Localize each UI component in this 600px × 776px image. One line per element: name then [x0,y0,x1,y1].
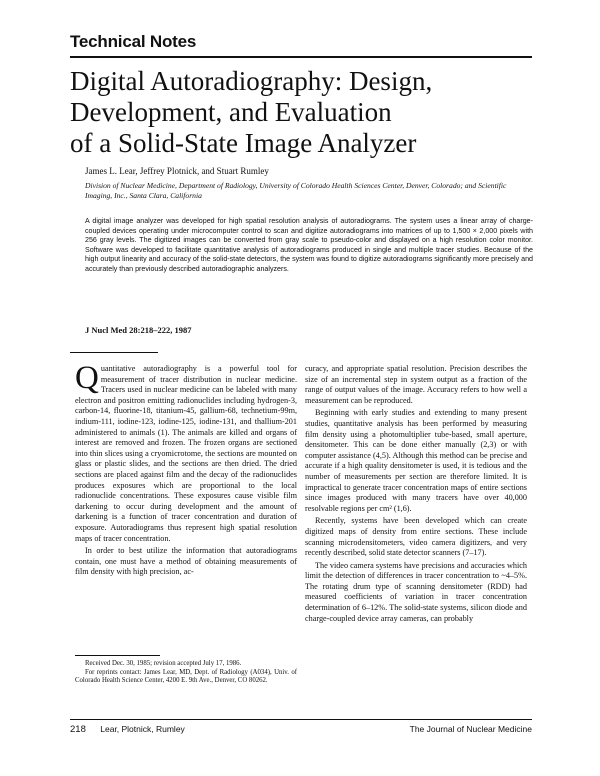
body-paragraph [75,360,297,544]
article-title [70,66,540,159]
journal-name: The Journal of Nuclear Medicine [409,724,532,734]
drop-cap: Q [75,360,99,396]
title-line: Digital Autoradiography: Design, [70,66,433,96]
body-column-left [75,360,297,578]
paragraph-text: uantitative autoradiography is a powerful tool for measurement of tracer distribution in nuclear medicine. Tracers used in nuclear medicine can be labeled with many electron and positron emitting radionuclides including hydrogen-3, carbon-14, fluorine-18, titanium-45, gallium-68, technetium-99m, indium-111, iodine-123, iodine-125, iodine-131, and thallium-201 administered to animals (1). The animals are killed and organs of interest are removed and frozen. The frozen organs are sectioned into thin slices using a cryomicrotome, the sections are mounted on glass or plastic slides, and the sections are then dried. The dried sections are placed against film and the decay of the radionuclides produces exposures which are proportional to the local radionuclide concentrations. These exposures cause visible film darkening to occur during development and the amount of darkening is a function of tracer concentration and duration of exposure. Autoradiograms thus represent high spatial resolution maps of tracer concentration. [75,364,297,543]
footnote-rule [75,655,160,656]
title-line: of a Solid-State Image Analyzer [70,128,417,158]
body-paragraph: curacy, and appropriate spatial resolution. Precision describes the size of an incremental step in system output as a fraction of the range of output values of the image. Accuracy refers to how well a measurement can be reproduced. [305,364,527,405]
running-authors: Lear, Plotnick, Rumley [100,724,185,734]
footnote-received: Received Dec. 30, 1985; revision accepted July 17, 1986. [85,660,242,667]
running-footer-left [70,724,185,735]
body-paragraph: Recently, systems have been developed which can create digitized maps of density from entire sections. These include scanning microdensitometers, video camera digitizers, and very recently described, solid state detector scanners (7–17). [305,516,527,558]
section-divider [70,352,158,353]
footer-rule [70,719,532,720]
footnotes [75,660,297,686]
author-list: James L. Lear, Jeffrey Plotnick, and Stuart Rumley [85,166,269,176]
body-paragraph: The video camera systems have precisions and accuracies which limit the detection of differences in tracer concentration to ~4–5%. The rotating drum type of scanning densitometer (RDD) had measured coefficients of variation in tracer concentration determination of 6–12%. The solid-state systems, silicon diode and charge-coupled device array cameras, can probably [305,560,527,623]
body-paragraph: In order to best utilize the information that autoradiograms contain, one must have a method of obtaining measurements of film density with high precision, ac- [75,546,297,577]
title-line: Development, and Evaluation [70,97,392,127]
section-heading: Technical Notes [70,32,197,51]
body-column-right [305,364,527,624]
affiliation: Division of Nuclear Medicine, Department of Radiology, University of Colorado Health Sciences Center, Denver, Colorado; and Scientific Imaging, Inc., Santa Clara, California [85,181,507,200]
body-paragraph: Beginning with early studies and extending to many present studies, quantitative analysis has been performed by measuring film density using a photomultiplier tube-based, small aperture, densitometer. This can be done either manually (2,3) or with computer assistance (4,5). Although this method can be precise and accurate if a high quality densitometer is used, it is tedious and the number of measurements per section are therefore limited. It is impractical to generate tracer concentration maps of entire sections since images produced with many tracers have over 40,000 resolvable regions per cm² (1,6). [305,408,527,513]
abstract: A digital image analyzer was developed for high spatial resolution analysis of autoradiograms. The system uses a linear array of charge-coupled devices operating under microcomputer control to scan and digitize autoradiograms into matrices of up to 1,500 × 2,000 pixels with 256 gray levels. The digitized images can be converted from gray scale to pseudo-color and displayed on a high resolution color monitor. Software was developed to facilitate quantitative analysis of autoradiograms produced in single and multiple tracer studies. Because of the high output linearity and accuracy of the solid-state detectors, the system was found to digitize autoradiograms significantly more precisely and accurately than previously described autoradiographic analyzers. [85,217,533,273]
journal-citation: J Nucl Med 28:218–222, 1987 [85,325,192,335]
heading-rule [70,56,532,58]
footnote-reprints: For reprints contact: James Lear, MD, Dept. of Radiology (A034), Univ. of Colorado Health Science Center, 4200 E. 9th Ave., Denver, CO 80262. [75,668,297,685]
page-number: 218 [70,724,86,735]
